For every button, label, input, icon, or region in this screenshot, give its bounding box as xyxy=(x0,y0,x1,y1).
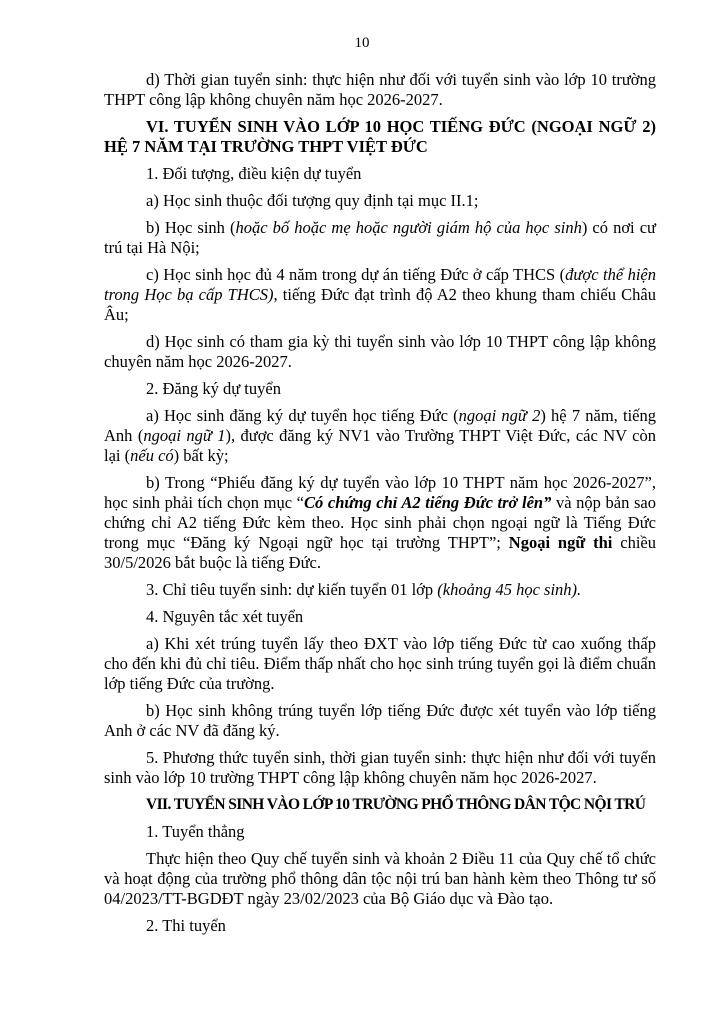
section-heading-vi: VI. TUYỂN SINH VÀO LỚP 10 HỌC TIẾNG ĐỨC (NGOẠI NGỮ 2) HỆ 7 NĂM TẠI TRƯỜNG THPT VIỆT ĐỨC xyxy=(104,117,656,156)
paragraph-eligibility-a: a) Học sinh thuộc đối tượng quy định tại mục II.1; xyxy=(146,191,479,210)
paragraph-eligibility-b: b) Học sinh (hoặc bố hoặc mẹ hoặc người giám hộ của học sinh) có nơi cư trú tại Hà Nội; xyxy=(104,218,656,257)
paragraph-eligibility-d: d) Học sinh có tham gia kỳ thi tuyển sinh vào lớp 10 THPT công lập không chuyên năm học 2026-2027. xyxy=(104,332,656,371)
paragraph-registration-b: b) Trong “Phiếu đăng ký dự tuyển vào lớp 10 THPT năm học 2026-2027”, học sinh phải tích chọn mục “Có chứng chỉ A2 tiếng Đức trở lên” và nộp bản sao chứng chỉ A2 tiếng Đức kèm theo. Học sinh phải chọn ngoại ngữ là Tiếng Đức trong mục “Đăng ký Ngoại ngữ học tại trường THPT”; Ngoại ngữ thi chiều 30/5/2026 bắt buộc là tiếng Đức. xyxy=(104,473,656,572)
paragraph-principles-b: b) Học sinh không trúng tuyển lớp tiếng Đức được xét tuyển vào lớp tiếng Anh ở các NV đã đăng ký. xyxy=(104,701,656,740)
document-body xyxy=(104,70,656,943)
paragraph-registration-a: a) Học sinh đăng ký dự tuyển học tiếng Đức (ngoại ngữ 2) hệ 7 năm, tiếng Anh (ngoại ngữ 1), được đăng ký NV1 vào Trường THPT Việt Đức, các NV còn lại (nếu có) bất kỳ; xyxy=(104,406,656,465)
paragraph-time: d) Thời gian tuyển sinh: thực hiện như đối với tuyển sinh vào lớp 10 trường THPT công lập không chuyên năm học 2026-2027. xyxy=(104,70,656,109)
subheading-eligibility: 1. Đối tượng, điều kiện dự tuyển xyxy=(146,164,362,183)
page-number: 10 xyxy=(354,35,370,51)
subheading-registration: 2. Đăng ký dự tuyển xyxy=(146,379,281,398)
paragraph-direct-admission: Thực hiện theo Quy chế tuyển sinh và khoản 2 Điều 11 của Quy chế tổ chức và hoạt động của trường phổ thông dân tộc nội trú ban hành kèm theo Thông tư số 04/2023/TT-BGDĐT ngày 23/02/2023 của Bộ Giáo dục và Đào tạo. xyxy=(104,849,656,908)
paragraph-principles-a: a) Khi xét trúng tuyển lấy theo ĐXT vào lớp tiếng Đức từ cao xuống thấp cho đến khi đủ chỉ tiêu. Điểm thấp nhất cho học sinh trúng tuyển gọi là điểm chuẩn lớp tiếng Đức của trường. xyxy=(104,634,656,693)
paragraph-eligibility-c: c) Học sinh học đủ 4 năm trong dự án tiếng Đức ở cấp THCS (được thể hiện trong Học bạ cấp THCS), tiếng Đức đạt trình độ A2 theo khung tham chiếu Châu Âu; xyxy=(104,265,656,324)
subheading-direct-admission: 1. Tuyển thẳng xyxy=(146,822,245,841)
paragraph-quota: 3. Chỉ tiêu tuyển sinh: dự kiến tuyển 01 lớp (khoảng 45 học sinh). xyxy=(146,580,582,599)
subheading-principles: 4. Nguyên tắc xét tuyển xyxy=(146,607,304,626)
subheading-entrance-exam: 2. Thi tuyển xyxy=(146,916,226,935)
section-heading-vii: VII. TUYỂN SINH VÀO LỚP 10 TRƯỜNG PHỔ THÔNG DÂN TỘC NỘI TRÚ xyxy=(146,796,646,813)
paragraph-method: 5. Phương thức tuyển sinh, thời gian tuyển sinh: thực hiện như đối với tuyển sinh vào lớp 10 trường THPT công lập không chuyên năm học 2026-2027. xyxy=(104,748,656,787)
